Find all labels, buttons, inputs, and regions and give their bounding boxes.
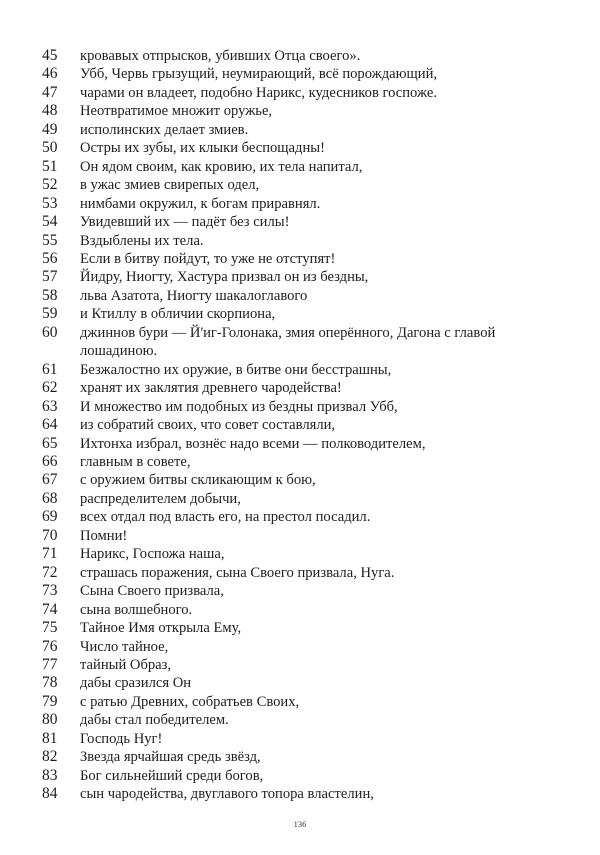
line-text: джиннов бури — Й'иг-Голонака, змия оперённого, Дагона с главой лошадиною. [80,324,496,360]
line-number: 80 [42,711,58,729]
line-number: 72 [42,563,58,581]
line-text: кровавых отпрысков, убивших Отца своего». [80,48,361,64]
verse-line [42,195,572,213]
line-number: 57 [42,268,58,286]
line-text: Вздыблены их тела. [80,232,204,249]
line-number: 70 [42,526,58,544]
verse-line [42,213,572,231]
line-text: Сына Своего призвала, [80,583,224,600]
verse-line [42,121,572,139]
verse-line [42,47,572,65]
line-text: Если в битву пойдут, то уже не отступят! [80,250,336,267]
line-number: 65 [42,434,58,452]
line-number: 75 [42,619,58,637]
line-number: 74 [42,600,58,618]
line-text: Помни! [80,527,128,544]
verse-line [42,398,572,416]
line-text: Господь Нуг! [80,730,163,747]
verse-line [42,416,572,434]
verse-line [42,102,572,120]
verse-line [42,527,572,545]
page-number: 136 [293,819,307,829]
line-text: Бог сильнейший среди богов, [80,767,264,784]
line-number: 50 [42,139,58,157]
line-text: Безжалостно их оружие, в битве они бесстрашны, [80,361,392,378]
line-number: 62 [42,379,58,397]
line-number: 48 [42,102,58,120]
verse-line [42,84,572,102]
line-number: 77 [42,655,58,673]
line-text: чарами он владеет, подобно Нарикс, кудесников госпоже. [80,84,437,101]
line-text: всех отдал под власть его, на престол посадил. [80,509,371,526]
line-text: Звезда ярчайшая средь звёзд, [80,749,261,766]
verse-line [42,767,572,785]
line-text: Увидевший их — падёт без силы! [80,214,290,231]
verse-line [42,453,572,471]
line-text: нимбами окружил, к богам приравнял. [80,195,321,212]
line-number: 47 [42,83,58,101]
line-text: Остры их зубы, их клыки беспощадны! [80,140,325,157]
line-number: 52 [42,176,58,194]
verse-line [42,361,572,379]
line-text: дабы стал победителем. [80,712,229,729]
verse-line [42,748,572,766]
verse-line [42,656,572,674]
verse-line [42,139,572,157]
verse-line [42,674,572,692]
line-number: 73 [42,582,58,600]
line-number: 68 [42,489,58,507]
line-number: 45 [42,47,58,64]
line-text: и Ктиллу в обличии скорпиона, [80,306,276,323]
verse-line [42,582,572,600]
line-text: Он ядом своим, как кровию, их тела напитал, [80,158,363,175]
line-text: Нарикс, Госпожа наша, [80,546,225,563]
verse-line [42,305,572,323]
verse-line [42,601,572,619]
line-number: 64 [42,416,58,434]
verse-line [42,379,572,397]
line-text: Йидру, Ниогту, Хастура призвал он из бездны, [80,269,369,286]
line-text: дабы сразился Он [80,675,192,692]
line-text: с оружием битвы скликающим к бою, [80,472,316,489]
line-number: 51 [42,157,58,175]
line-number: 79 [42,692,58,710]
verse-line [42,176,572,194]
verse-line [42,638,572,656]
verse-line [42,785,572,803]
line-number: 83 [42,766,58,784]
line-text: главным в совете, [80,453,191,470]
verse-list [42,47,572,804]
line-text: тайный Образ, [80,656,172,673]
line-number: 58 [42,286,58,304]
verse-line [42,490,572,508]
verse-line [42,158,572,176]
line-text: Неотвратимое множит оружье, [80,103,273,120]
verse-line [42,232,572,250]
line-text: с ратью Древних, собратьев Своих, [80,693,300,710]
line-text: сына волшебного. [80,601,193,618]
line-number: 76 [42,637,58,655]
verse-line [42,545,572,563]
line-number: 55 [42,231,58,249]
line-text: страшась поражения, сына Своего призвала, Нуга. [80,564,395,581]
line-number: 60 [42,323,58,341]
verse-line [42,471,572,489]
line-number: 49 [42,120,58,138]
line-number: 66 [42,452,58,470]
line-number: 81 [42,729,58,747]
line-number: 61 [42,360,58,378]
line-number: 59 [42,305,58,323]
line-number: 56 [42,249,58,267]
verse-line [42,250,572,268]
line-number: 82 [42,748,58,766]
line-text: Тайное Имя открыла Ему, [80,620,242,637]
line-number: 84 [42,785,58,803]
line-text: И множество им подобных из бездны призвал Убб, [80,398,398,415]
verse-line [42,564,572,582]
line-text: Ихтонха избрал, вознёс надо всеми — полководителем, [80,435,426,452]
line-text: сын чародейства, двуглавого топора властелин, [80,786,374,803]
verse-line [42,268,572,286]
line-text: исполинских делает змиев. [80,121,249,138]
verse-line [42,287,572,305]
verse-line [42,693,572,711]
verse-line [42,619,572,637]
line-number: 46 [42,65,58,83]
line-text: льва Азатота, Ниогту шакалоглавого [80,287,308,304]
line-text: хранят их заклятия древнего чародейства! [80,380,342,397]
verse-line [42,65,572,83]
line-number: 78 [42,674,58,692]
line-text: Число тайное, [80,638,169,655]
verse-line [42,711,572,729]
verse-line [42,508,572,526]
verse-line [42,730,572,748]
verse-line [42,435,572,453]
line-text: Убб, Червь грызущий, неумирающий, всё порождающий, [80,66,438,83]
line-number: 67 [42,471,58,489]
line-text: распределителем добычи, [80,490,241,507]
line-number: 54 [42,213,58,231]
line-number: 53 [42,194,58,212]
verse-line [42,324,572,361]
line-text: из собратий своих, что совет составляли, [80,417,336,434]
line-number: 69 [42,508,58,526]
line-number: 63 [42,397,58,415]
line-text: в ужас змиев свирепых одел, [80,177,260,194]
line-number: 71 [42,545,58,563]
